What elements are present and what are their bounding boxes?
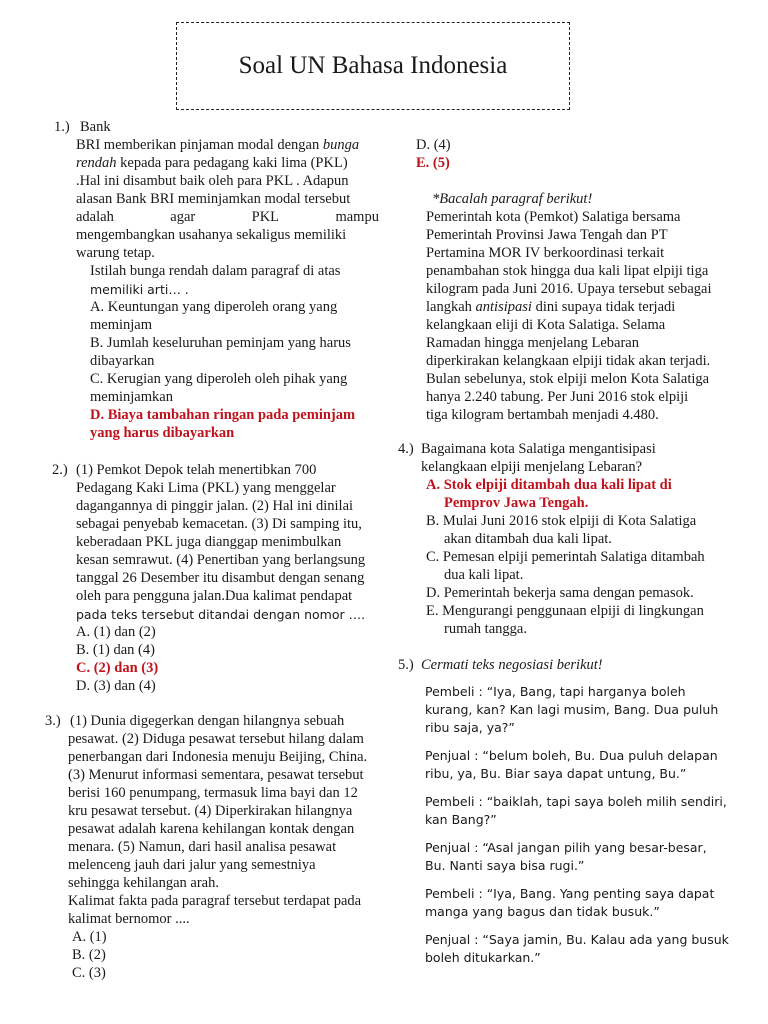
dialogue-line: ribu saja, ya?”: [425, 720, 515, 735]
q4-option-b: B. Mulai Juni 2016 stok elpiji di Kota Salatiga: [426, 513, 697, 529]
q4-option-e-cont: rumah tangga.: [444, 621, 527, 637]
q2-line: sebagai penyebab kemacetan. (3) Di samping itu,: [76, 516, 362, 532]
q1-option-b: B. Jumlah keseluruhan peminjam yang harus: [90, 335, 351, 351]
q3-option-d: D. (4): [416, 137, 451, 153]
q2-option-d: D. (3) dan (4): [76, 678, 156, 694]
dialogue-line: manga yang bagus dan tidak busuk.”: [425, 904, 660, 919]
q2-line: Pedagang Kaki Lima (PKL) yang menggelar: [76, 480, 336, 496]
dialogue-line: Bu. Nanti saya bisa rugi.”: [425, 858, 585, 873]
q2-option-a: A. (1) dan (2): [76, 624, 156, 640]
q1-passage-line-1: BRI memberikan pinjaman modal dengan bunga: [76, 137, 360, 153]
title-box: [176, 22, 570, 110]
reading-line: Pemerintah Provinsi Jawa Tengah dan PT: [426, 227, 668, 243]
dialogue-line: kan Bang?”: [425, 812, 497, 827]
q3-line: kru pesawat tersebut. (4) Diperkirakan hilangnya: [68, 803, 353, 819]
q5-number: 5.): [398, 657, 414, 673]
q1-topic: Bank: [80, 119, 111, 135]
q1-passage-line-2: rendah kepada para pedagang kaki lima (PKL): [76, 155, 348, 171]
q3-line: (1) Dunia digegerkan dengan hilangnya sebuah: [70, 713, 345, 729]
q2-line: (1) Pemkot Depok telah menertibkan 700: [76, 462, 317, 478]
q2-option-c-answer: C. (2) dan (3): [76, 660, 159, 676]
q1-option-d-answer: D. Biaya tambahan ringan pada peminjam: [90, 407, 356, 423]
dialogue-line: Pembeli : “baiklah, tapi saya boleh milih sendiri,: [425, 794, 727, 809]
reading-line: Bulan sebelunya, stok elpiji melon Kota Salatiga: [426, 371, 710, 387]
q3-line: melenceng jauh dari jalur yang semestniya: [68, 857, 316, 873]
dialogue-line: Penjual : “Asal jangan pilih yang besar-besar,: [425, 840, 707, 855]
q1-question-line-2: memiliki arti… .: [90, 282, 189, 297]
q1-passage-line-5: adalah agar PKL mampu: [76, 209, 379, 225]
q3-line: pesawat. (2) Diduga pesawat tersebut hilang dalam: [68, 731, 364, 747]
dialogue-line: boleh ditukarkan.”: [425, 950, 541, 965]
q5-instruction: Cermati teks negosiasi berikut!: [421, 657, 603, 673]
q4-option-e: E. Mengurangi penggunaan elpiji di lingkungan: [426, 603, 704, 619]
dialogue-line: Pembeli : “Iya, Bang, tapi harganya boleh: [425, 684, 686, 699]
dialogue-line: Pembeli : “Iya, Bang. Yang penting saya dapat: [425, 886, 715, 901]
q4-option-a-answer-cont: Pemprov Jawa Tengah.: [444, 495, 589, 511]
q4-question: Bagaimana kota Salatiga mengantisipasi: [421, 441, 656, 457]
q2-number: 2.): [52, 462, 68, 478]
reading-line: diperkirakan kelangkaan elpiji tidak akan terjadi.: [426, 353, 711, 369]
q3-line: penerbangan dari Indonesia menuju Beijing, China.: [68, 749, 368, 765]
reading-line: Pertamina MOR IV berkoordinasi terkait: [426, 245, 665, 261]
q3-line: menara. (5) Namun, dari hasil analisa pesawat: [68, 839, 337, 855]
q1-passage-line-6: mengembangkan usahanya sekaligus memiliki: [76, 227, 347, 243]
q4-option-c-cont: dua kali lipat.: [444, 567, 524, 583]
dialogue-line: Penjual : “Saya jamin, Bu. Kalau ada yang busuk: [425, 932, 729, 947]
q4-option-a-answer: A. Stok elpiji ditambah dua kali lipat di: [426, 477, 672, 493]
reading-line: Pemerintah kota (Pemkot) Salatiga bersama: [426, 209, 681, 225]
q4-option-c: C. Pemesan elpiji pemerintah Salatiga ditambah: [426, 549, 705, 565]
q1-number: 1.): [54, 119, 70, 135]
q1-option-b-cont: dibayarkan: [90, 353, 155, 369]
reading-line: kilogram pada Juni 2016. Upaya tersebut sebagai: [426, 281, 712, 297]
q1-passage-line-4: alasan Bank BRI meminjamkan modal tersebut: [76, 191, 351, 207]
q1-option-a-cont: meminjam: [90, 317, 153, 333]
q3-line: berisi 160 penumpang, termasuk lima bayi dan 12: [68, 785, 358, 801]
reading-line: Ramadan hingga menjelang Lebaran: [426, 335, 639, 351]
q2-line: kesan semrawut. (4) Penertiban yang berlangsung: [76, 552, 366, 568]
q1-option-a: A. Keuntungan yang diperoleh orang yang: [90, 299, 338, 315]
q1-question-line-1: Istilah bunga rendah dalam paragraf di atas: [90, 263, 341, 279]
q3-number: 3.): [45, 713, 61, 729]
q2-line: tanggal 26 Desember itu disambut dengan senang: [76, 570, 365, 586]
page-title: Soal UN Bahasa Indonesia: [238, 52, 508, 79]
reading-line: kelangkaan eliji di Kota Salatiga. Selama: [426, 317, 666, 333]
reading-line: hanya 2.240 tabung. Per Juni 2016 stok elpiji: [426, 389, 689, 405]
q3-option-b: B. (2): [72, 947, 106, 963]
dialogue-line: kurang, kan? Kan lagi musim, Bang. Dua puluh: [425, 702, 719, 717]
reading-line: langkah antisipasi dini supaya tidak terjadi: [426, 299, 676, 315]
dialogue-line: Penjual : “belum boleh, Bu. Dua puluh delapan: [425, 748, 718, 763]
reading-line: penambahan stok hingga dua kali lipat elpiji tiga: [426, 263, 709, 279]
q2-question: pada teks tersebut ditandai dengan nomor ….: [76, 607, 366, 622]
q1-passage-line-7: warung tetap.: [76, 245, 155, 261]
q3-option-e-answer: E. (5): [416, 155, 450, 171]
reading-instruction: *Bacalah paragraf berikut!: [432, 191, 593, 207]
q1-option-d-answer-cont: yang harus dibayarkan: [90, 425, 235, 441]
q3-option-a: A. (1): [72, 929, 107, 945]
q1-option-c: C. Kerugian yang diperoleh oleh pihak yang: [90, 371, 348, 387]
q3-option-c: C. (3): [72, 965, 106, 981]
q4-option-b-cont: akan ditambah dua kali lipat.: [444, 531, 612, 547]
q1-option-c-cont: meminjamkan: [90, 389, 173, 405]
q4-option-d: D. Pemerintah bekerja sama dengan pemasok.: [426, 585, 694, 601]
q3-question: Kalimat fakta pada paragraf tersebut terdapat pada: [68, 893, 362, 909]
q1-passage-line-3: .Hal ini disambut baik oleh para PKL . Adapun: [76, 173, 349, 189]
q2-line: keberadaan PKL juga dianggap menimbulkan: [76, 534, 342, 550]
q2-line: dagangannya di pinggir jalan. (2) Hal ini dinilai: [76, 498, 354, 514]
q3-line: sehingga kehilangan arah.: [68, 875, 219, 891]
dialogue-line: ribu, ya, Bu. Biar saya dapat untung, Bu.”: [425, 766, 687, 781]
q3-line: (3) Menurut informasi sementara, pesawat tersebut: [68, 767, 364, 783]
q4-question-cont: kelangkaan elpiji menjelang Lebaran?: [421, 459, 643, 475]
q3-question-cont: kalimat bernomor ....: [68, 911, 190, 927]
q2-line: oleh para pengguna jalan.Dua kalimat pendapat: [76, 588, 353, 604]
q3-line: pesawat adalah karena kehilangan kontak dengan: [68, 821, 355, 837]
q2-option-b: B. (1) dan (4): [76, 642, 155, 658]
q4-number: 4.): [398, 441, 414, 457]
reading-line: tiga kilogram bertambah menjadi 4.480.: [426, 407, 659, 423]
